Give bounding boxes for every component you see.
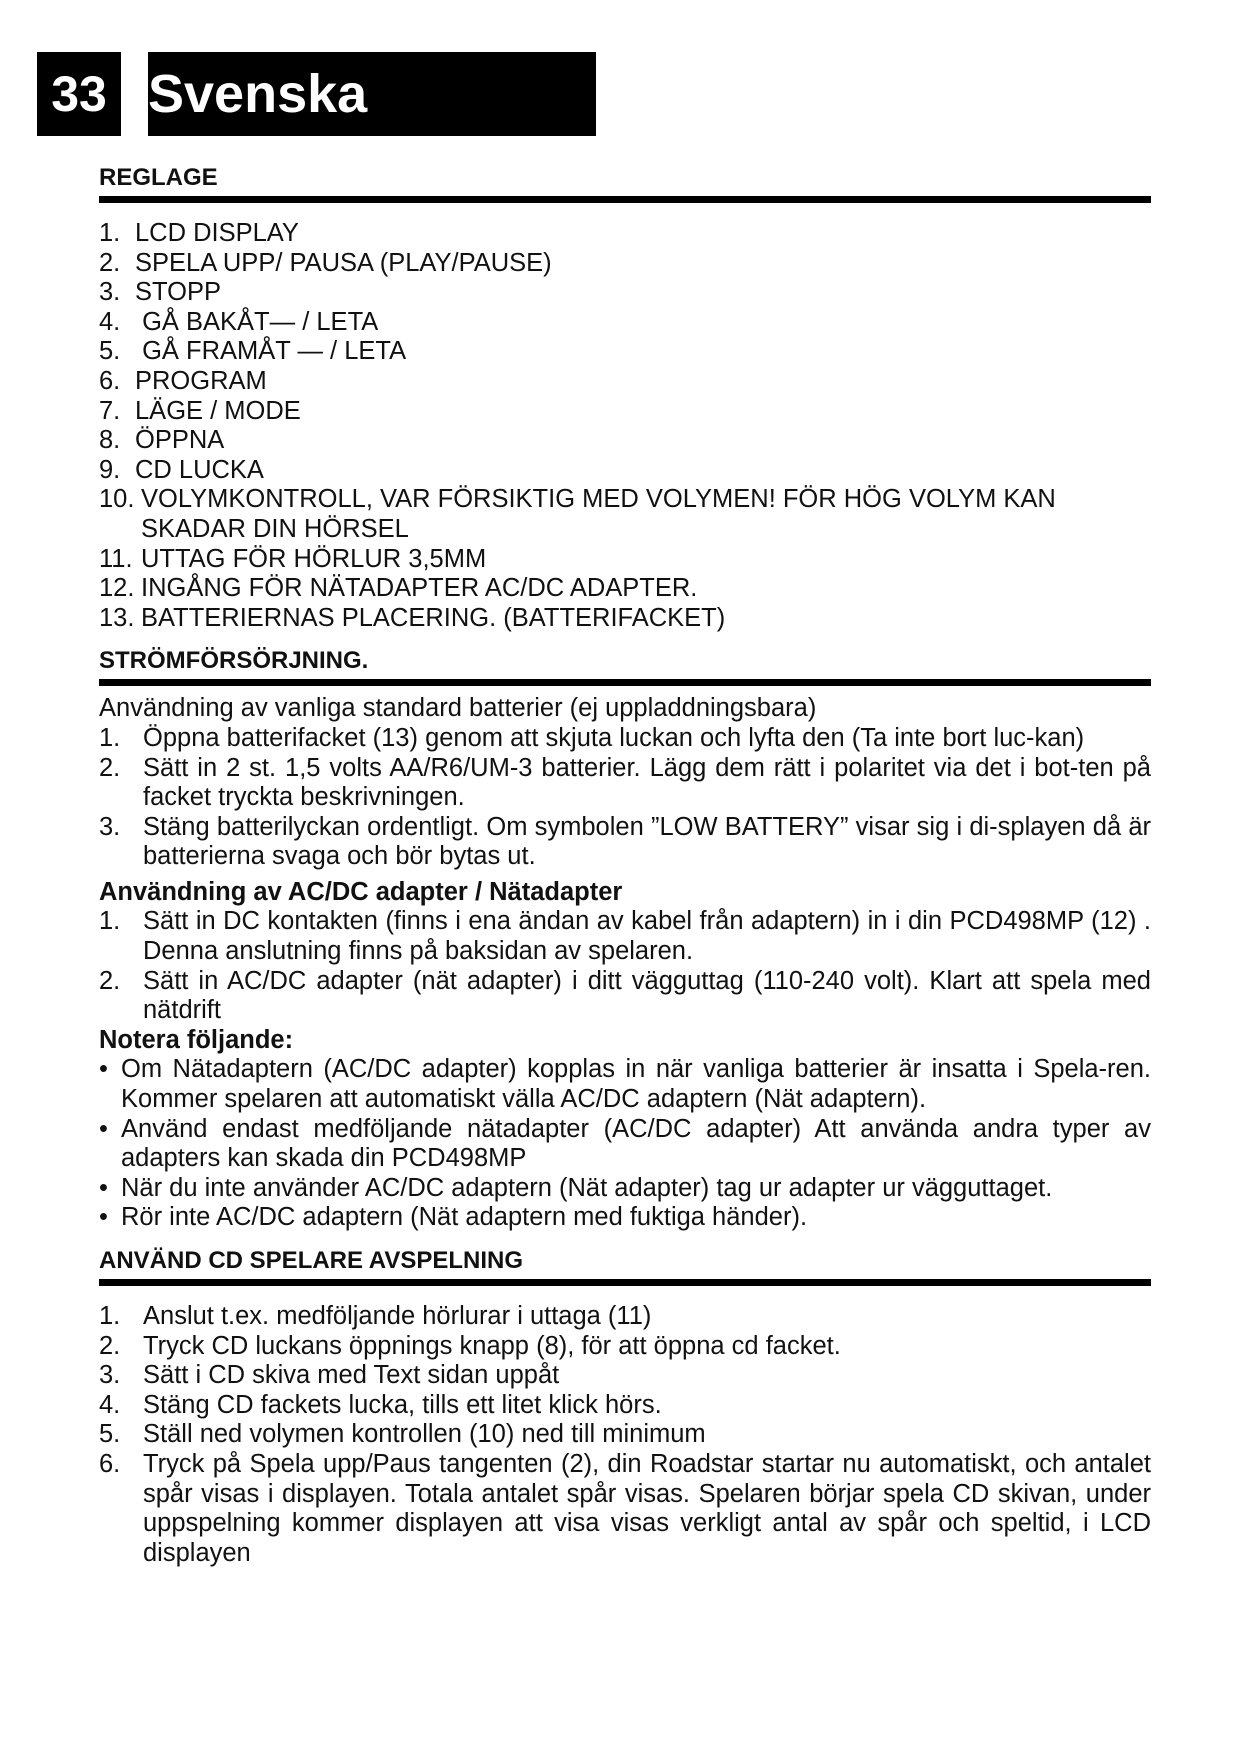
item-number: 2. xyxy=(99,753,121,782)
list-item xyxy=(99,604,1151,634)
page-number: 33 xyxy=(37,52,121,136)
item-number: 3. xyxy=(99,278,121,307)
item-text: Stäng CD fackets lucka, tills ett litet klick hörs. xyxy=(143,1390,662,1419)
item-text: SPELA UPP/ PAUSA (PLAY/PAUSE) xyxy=(135,248,552,277)
item-number: 12. xyxy=(99,574,135,603)
bullet-icon: • xyxy=(99,1114,108,1143)
item-number: 1. xyxy=(99,723,121,752)
list-item xyxy=(99,426,1151,456)
bullet-icon: • xyxy=(99,1055,108,1084)
list-item xyxy=(99,724,1151,754)
list-item xyxy=(99,337,1151,367)
item-text: GÅ BAKÅT— / LETA xyxy=(135,307,379,336)
page-title: Svenska xyxy=(148,52,596,136)
item-number: 11. xyxy=(99,544,133,573)
item-number: 13. xyxy=(99,603,135,632)
item-text: Rör inte AC/DC adaptern (Nät adaptern med fuktiga händer). xyxy=(121,1203,808,1232)
item-text: Tryck på Spela upp/Paus tangenten (2), din Roadstar startar nu automatiskt, och antalet spår visas i displayen. Totala antalet spår visas. Spelaren börjar spela CD skivan, under uppspelning kommer displayen att visa visas verkligt antal av spår och speltid, i LCD displayen xyxy=(143,1449,1151,1567)
item-number: 2. xyxy=(99,966,121,995)
item-number: 1. xyxy=(99,219,121,247)
item-text: GÅ FRAMÅT — / LETA xyxy=(135,337,407,366)
list-item xyxy=(99,308,1151,338)
notes-heading: Notera följande: xyxy=(99,1025,294,1054)
list-item xyxy=(99,249,1151,279)
playback-steps xyxy=(99,1302,1151,1568)
item-number: 4. xyxy=(99,307,121,336)
list-item xyxy=(99,1115,1151,1174)
item-text: Stäng batterilyckan ordentligt. Om symbolen ”LOW BATTERY” visar sig i di-splayen då är batterierna svaga och bör bytas ut. xyxy=(143,812,1151,871)
list-item xyxy=(99,278,1151,308)
list-item xyxy=(99,456,1151,486)
item-number: 8. xyxy=(99,426,121,455)
item-text: Öppna batterifacket (13) genom att skjuta luckan och lyfta den (Ta inte bort luc-kan) xyxy=(143,723,1085,752)
item-text: Sätt in 2 st. 1,5 volts AA/R6/UM-3 batterier. Lägg dem rätt i polaritet via det i bot-ten på facket tryckta beskrivningen. xyxy=(143,753,1151,812)
list-item xyxy=(99,907,1151,966)
item-text: Sätt in DC kontakten (finns i ena ändan av kabel från adaptern) in i din PCD498MP (12) . Denna anslutning finns på baksidan av spelaren. xyxy=(143,907,1151,966)
item-text: Anslut t.ex. medföljande hörlurar i uttaga (11) xyxy=(143,1302,652,1330)
item-number: 5. xyxy=(99,1420,121,1449)
item-number: 1. xyxy=(99,907,121,936)
item-number: 6. xyxy=(99,366,121,395)
item-text: ÖPPNA xyxy=(135,426,225,455)
item-number: 5. xyxy=(99,337,121,366)
item-number: 1. xyxy=(99,1302,121,1330)
item-text: Om Nätadaptern (AC/DC adapter) kopplas in när vanliga batterier är insatta i Spela-ren. Kommer spelaren att automatiskt välla AC/DC adaptern (Nät adaptern). xyxy=(121,1055,1151,1114)
item-text: När du inte använder AC/DC adaptern (Nät adapter) tag ur adapter ur vägguttaget. xyxy=(121,1173,1053,1202)
list-item xyxy=(99,1420,1151,1450)
list-item xyxy=(99,219,1151,249)
list-item xyxy=(99,1391,1151,1421)
item-text: UTTAG FÖR HÖRLUR 3,5MM xyxy=(141,544,487,573)
controls-list xyxy=(99,219,1151,633)
item-text: Sätt i CD skiva med Text sidan uppåt xyxy=(143,1361,560,1390)
list-item xyxy=(99,1450,1151,1568)
item-text: Tryck CD luckans öppnings knapp (8), för att öppna cd facket. xyxy=(143,1331,841,1360)
item-text: VOLYMKONTROLL, VAR FÖRSIKTIG MED VOLYMEN! FÖR HÖG VOLYM KAN SKADAR DIN HÖRSEL xyxy=(141,485,1056,543)
item-number: 4. xyxy=(99,1390,121,1419)
item-text: PROGRAM xyxy=(135,366,267,395)
item-number: 2. xyxy=(99,248,121,277)
item-text: LÄGE / MODE xyxy=(135,396,301,425)
item-text: Ställ ned volymen kontrollen (10) ned till minimum xyxy=(143,1420,706,1449)
bullet-icon: • xyxy=(99,1173,108,1202)
list-item xyxy=(99,1203,1151,1233)
controls-heading: REGLAGE xyxy=(99,164,1151,203)
bullet-icon: • xyxy=(99,1203,108,1232)
list-item xyxy=(99,397,1151,427)
item-number: 10. xyxy=(99,485,135,514)
item-text: INGÅNG FÖR NÄTADAPTER AC/DC ADAPTER. xyxy=(141,574,698,603)
item-text: STOPP xyxy=(135,278,221,307)
battery-steps xyxy=(99,724,1151,872)
list-item xyxy=(99,1302,1151,1332)
list-item xyxy=(99,967,1151,1026)
item-text: BATTERIERNAS PLACERING. (BATTERIFACKET) xyxy=(141,603,726,632)
power-heading: STRÖMFÖRSÖRJNING. xyxy=(99,647,1151,686)
notes-list xyxy=(99,1055,1151,1233)
manual-content xyxy=(99,164,1151,1568)
item-number: 6. xyxy=(99,1449,121,1478)
list-item xyxy=(99,367,1151,397)
item-text: CD LUCKA xyxy=(135,455,264,484)
item-number: 7. xyxy=(99,396,121,425)
item-text: LCD DISPLAY xyxy=(135,219,299,247)
item-number: 3. xyxy=(99,812,121,841)
item-text: Använd endast medföljande nätadapter (AC/DC adapter) Att använda andra typer av adapters kan skada din PCD498MP xyxy=(121,1114,1151,1173)
list-item xyxy=(99,545,1151,575)
item-number: 3. xyxy=(99,1361,121,1390)
list-item xyxy=(99,1361,1151,1391)
list-item xyxy=(99,574,1151,604)
list-item xyxy=(99,754,1151,813)
adapter-steps xyxy=(99,907,1151,1025)
item-number: 2. xyxy=(99,1331,121,1360)
list-item xyxy=(99,1332,1151,1362)
battery-intro: Användning av vanliga standard batterier (ej uppladdningsbara) xyxy=(99,694,817,723)
list-item xyxy=(99,485,1151,544)
list-item xyxy=(99,1055,1151,1114)
item-text: Sätt in AC/DC adapter (nät adapter) i ditt vägguttag (110-240 volt). Klart att spela med nätdrift xyxy=(143,966,1151,1025)
item-number: 9. xyxy=(99,455,121,484)
playback-heading: ANVÄND CD SPELARE AVSPELNING xyxy=(99,1247,1151,1286)
list-item xyxy=(99,1174,1151,1204)
adapter-heading: Användning av AC/DC adapter / Nätadapter xyxy=(99,877,623,906)
list-item xyxy=(99,813,1151,872)
